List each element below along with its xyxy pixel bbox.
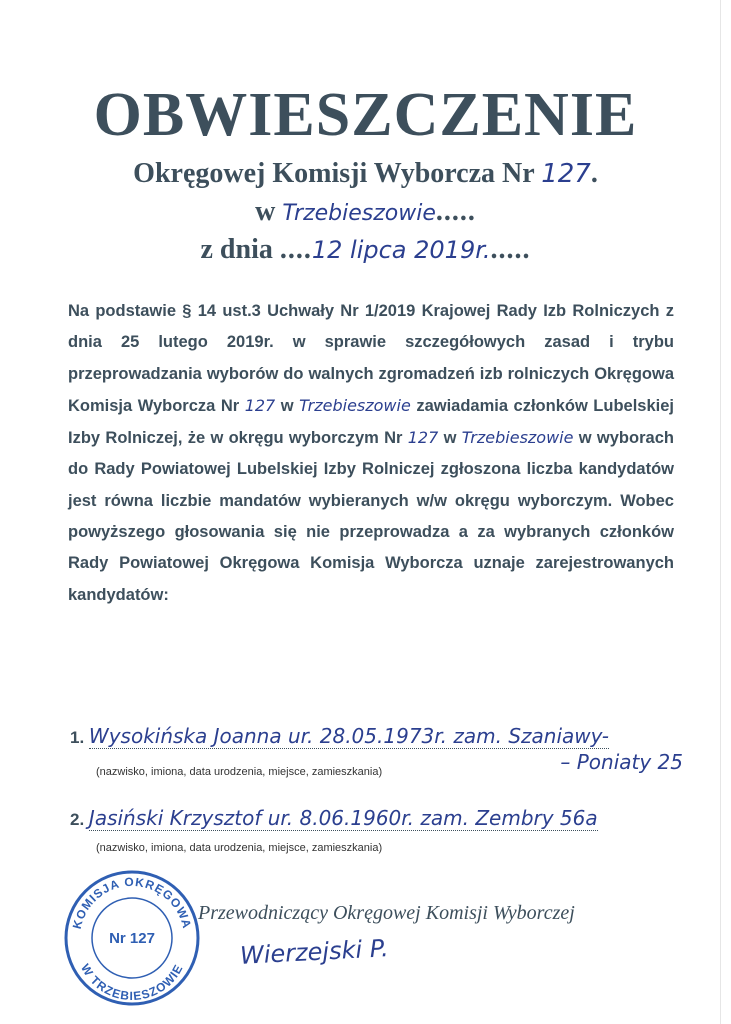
- candidate-2-entry: Jasiński Krzysztof ur. 8.06.1960r. zam. Zembry 56a: [88, 806, 598, 830]
- place-line: [0, 196, 731, 228]
- date-dots-before: ....: [279, 234, 312, 265]
- body-text-3: zawiadamia członków Lubelskiej Izby Rolniczej, że w okręgu wyborczym Nr: [68, 396, 674, 448]
- place-prefix: w: [255, 196, 276, 227]
- date-dots-after: .....: [490, 234, 531, 265]
- date-line: [0, 234, 731, 266]
- candidate-2: [70, 806, 598, 830]
- body-text-4: w: [443, 429, 457, 448]
- stamp-top-text: KOMISJA OKRĘGOWA: [69, 874, 195, 931]
- candidate-1-entry: Wysokińska Joanna ur. 28.05.1973r. zam. Szaniawy-: [88, 724, 609, 748]
- body-number-2: 127: [407, 428, 439, 448]
- place-handwritten: Trzebieszowie: [282, 201, 436, 226]
- commission-stamp: [62, 868, 202, 1008]
- date-prefix: z dnia: [200, 234, 273, 265]
- stamp-center-text: Nr 127: [109, 930, 155, 947]
- chairperson-title: Przewodniczący Okręgowej Komisji Wyborczej: [198, 902, 575, 924]
- announcement-body: [68, 296, 674, 611]
- candidate-1-hint: (nazwisko, imiona, data urodzenia, miejsce, zamieszkania): [96, 766, 383, 778]
- candidate-2-hint: (nazwisko, imiona, data urodzenia, miejsce, zamieszkania): [96, 842, 383, 854]
- svg-text:W TRZEBIESZOWIE: [78, 961, 186, 1003]
- candidate-1-continuation: – Poniaty 25: [560, 750, 683, 774]
- date-handwritten: 12 lipca 2019r.: [311, 236, 491, 264]
- svg-text:KOMISJA OKRĘGOWA: [70, 875, 194, 931]
- candidate-2-number: 2.: [70, 810, 85, 829]
- candidate-1-number: 1.: [70, 728, 85, 747]
- candidate-1: [70, 724, 609, 748]
- stamp-bottom-text: W TRZEBIESZOWIE: [78, 961, 186, 1004]
- commission-label: Okręgowej Komisji Wyborcza Nr: [133, 158, 535, 189]
- body-text-2: w: [280, 396, 294, 415]
- commission-number: 127: [541, 159, 591, 189]
- document-title: OBWIESZCZENIE: [93, 81, 638, 149]
- body-text-1: Na podstawie § 14 ust.3 Uchwały Nr 1/2019 Krajowej Rady Izb Rolniczych z dnia 25 lutego 2019r. w sprawie szczegółowych zasad i trybu przeprowadzania wyborów do walnych zgromadzeń izb rolniczych Okręgowa Komisja Wyborcza Nr: [68, 302, 674, 415]
- chairperson-signature: Wierzejski P.: [239, 934, 390, 970]
- scan-edge-line: [720, 0, 721, 1024]
- body-place-2: Trzebieszowie: [461, 428, 574, 448]
- body-number-1: 127: [244, 395, 276, 415]
- commission-period: .: [590, 158, 598, 189]
- body-place-1: Trzebieszowie: [299, 395, 411, 415]
- commission-line: [0, 158, 731, 190]
- body-text-5: w wyborach do Rady Powiatowej Lubelskiej Izby Rolniczej zgłoszona liczba kandydatów jest równa liczbie mandatów wybieranych w/w okręgu wyborczym. Wobec powyższego głosowania się nie przeprowadza a za wybranych członków Rady Powiatowej Okręgowa Komisja Wyborcza uznaje zarejestrowanych kandydatów:: [68, 429, 674, 604]
- place-dots: .....: [435, 196, 476, 227]
